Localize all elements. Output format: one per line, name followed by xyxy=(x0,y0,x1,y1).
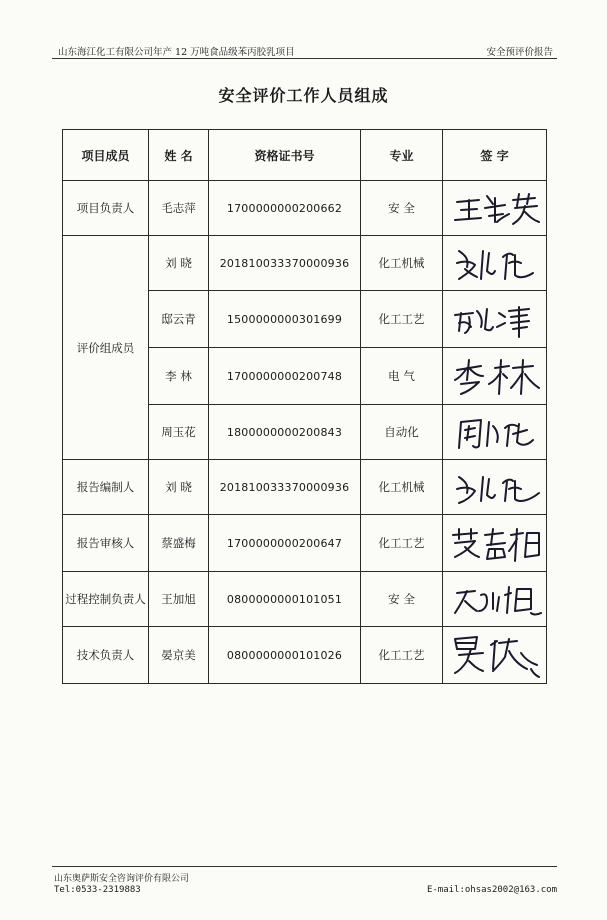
col-header-cert: 资格证书号 xyxy=(209,130,361,181)
table-row xyxy=(63,236,547,291)
header-report-type: 安全预评价报告 xyxy=(486,47,553,58)
footer-tel: Tel:0533-2319883 xyxy=(54,885,141,895)
signature-image xyxy=(447,410,543,454)
role-cell: 报告编制人 xyxy=(63,460,149,515)
major-cell: 自动化 xyxy=(361,405,443,460)
table-row xyxy=(63,515,547,572)
page-title: 安全评价工作人员组成 xyxy=(218,86,389,105)
name-cell: 毛志萍 xyxy=(149,181,209,236)
cert-cell: 1500000000301699 xyxy=(209,291,361,348)
signature-cell xyxy=(443,572,547,627)
signature-image xyxy=(447,241,543,285)
footer-email: E-mail:ohsas2002@163.com xyxy=(426,885,557,895)
signature-image xyxy=(447,297,543,341)
name-cell: 李 林 xyxy=(149,348,209,405)
signature-image xyxy=(447,186,543,230)
cert-cell: 201810033370000936 xyxy=(209,460,361,515)
name-cell: 晏京美 xyxy=(149,627,209,684)
table-row xyxy=(63,181,547,236)
staff-table xyxy=(62,129,547,684)
signature-image xyxy=(447,577,543,621)
signature-cell xyxy=(443,515,547,572)
signature-cell xyxy=(443,460,547,515)
signature-cell xyxy=(443,627,547,684)
major-cell: 化工工艺 xyxy=(361,291,443,348)
cert-cell: 0800000000101051 xyxy=(209,572,361,627)
major-cell: 安 全 xyxy=(361,181,443,236)
cert-cell: 1700000000200662 xyxy=(209,181,361,236)
footer-company: 山东奥萨斯安全咨询评价有限公司 xyxy=(54,874,190,884)
signature-cell xyxy=(443,291,547,348)
header-project-title: 山东海江化工有限公司年产 12 万吨食品级苯丙胶乳项目 xyxy=(58,47,295,58)
table-row xyxy=(63,460,547,515)
role-cell: 技术负责人 xyxy=(63,627,149,684)
name-cell: 邸云青 xyxy=(149,291,209,348)
signature-cell xyxy=(443,405,547,460)
cert-cell: 1800000000200843 xyxy=(209,405,361,460)
page-header xyxy=(52,44,557,59)
cert-cell: 1700000000200748 xyxy=(209,348,361,405)
signature-image xyxy=(447,465,543,509)
major-cell: 电 气 xyxy=(361,348,443,405)
signature-image xyxy=(447,521,543,565)
table-row xyxy=(63,572,547,627)
signature-cell xyxy=(443,348,547,405)
col-header-major: 专业 xyxy=(361,130,443,181)
cert-cell: 1700000000200647 xyxy=(209,515,361,572)
signature-image xyxy=(447,631,543,679)
signature-image xyxy=(447,354,543,398)
major-cell: 化工工艺 xyxy=(361,627,443,684)
col-header-signature: 签 字 xyxy=(443,130,547,181)
major-cell: 化工工艺 xyxy=(361,515,443,572)
name-cell: 周玉花 xyxy=(149,405,209,460)
name-cell: 王加旭 xyxy=(149,572,209,627)
role-cell: 报告审核人 xyxy=(63,515,149,572)
cert-cell: 0800000000101026 xyxy=(209,627,361,684)
page-footer xyxy=(52,866,557,897)
name-cell: 刘 晓 xyxy=(149,460,209,515)
signature-cell xyxy=(443,236,547,291)
table-header-row xyxy=(63,130,547,181)
cert-cell: 201810033370000936 xyxy=(209,236,361,291)
table-row xyxy=(63,627,547,684)
signature-cell xyxy=(443,181,547,236)
major-cell: 化工机械 xyxy=(361,236,443,291)
role-cell: 项目负责人 xyxy=(63,181,149,236)
major-cell: 安 全 xyxy=(361,572,443,627)
col-header-name: 姓 名 xyxy=(149,130,209,181)
name-cell: 蔡盛梅 xyxy=(149,515,209,572)
role-cell: 过程控制负责人 xyxy=(63,572,149,627)
major-cell: 化工机械 xyxy=(361,460,443,515)
name-cell: 刘 晓 xyxy=(149,236,209,291)
role-cell: 评价组成员 xyxy=(63,236,149,460)
col-header-role: 项目成员 xyxy=(63,130,149,181)
